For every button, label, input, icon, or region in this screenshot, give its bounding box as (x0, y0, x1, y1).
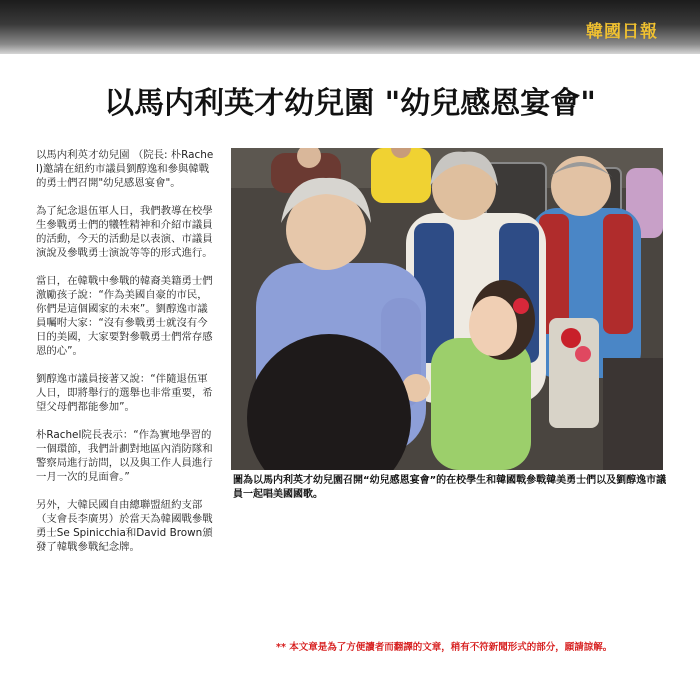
newspaper-brand: 韓國日報 (586, 22, 658, 42)
photo-caption: 圖為以馬内利英才幼兒園召開“幼兒感恩宴會”的在校學生和韓國戰參戰韓美勇士們以及劉醇逸市議員一起唱美國國歌。 (233, 475, 667, 500)
translation-disclaimer: ** 本文章是為了方便讀者而翻譯的文章，稍有不符新聞形式的部分，願請諒解。 (276, 642, 613, 653)
event-photo (231, 148, 663, 470)
article-paragraph: 為了紀念退伍軍人日，我們教導在校學生參戰勇士們的犧牲精神和介紹市議員的活動，今天的活動是以表演、市議員演說及參戰勇士演說等等的形式進行。 (36, 205, 213, 259)
masthead-bar (0, 0, 700, 54)
article-body (36, 148, 218, 568)
article-paragraph: 以馬内利英才幼兒園 （院長: 朴Rachel)邀請在紐約市議員劉醇逸和參與韓戰的勇士們召開"幼兒感恩宴會"。 (36, 149, 214, 189)
article-paragraph: 另外，大韓民國自由總聯盟紐約支部（支會長李廣男）於當天為韓國戰參戰勇士Se Spinicchia和David Brown頒發了韓戰參戰紀念牌。 (36, 499, 213, 553)
article-paragraph: 朴Rachel院長表示：“作為實地學習的一個環節，我們計劃對地區內消防隊和警察局進行訪問，以及與工作人員進行一月一次的見面會。” (36, 429, 213, 483)
article-paragraph: 當日，在韓戰中參戰的韓裔美籍勇士們激勵孩子說：“作為美國自豪的市民，你們是這個國家的未來”。劉醇逸市議員囑咐大家：“沒有參戰勇士就沒有今日的美國，大家要對參戰勇士們常存感恩的心”。 (36, 275, 213, 357)
article-paragraph: 劉醇逸市議員接著又說：“伴隨退伍軍人日，即將舉行的選舉也非常重要，希望父母們都能參加”。 (36, 373, 213, 413)
article-headline: 以馬内利英才幼兒園 "幼兒感恩宴會" (104, 86, 596, 121)
